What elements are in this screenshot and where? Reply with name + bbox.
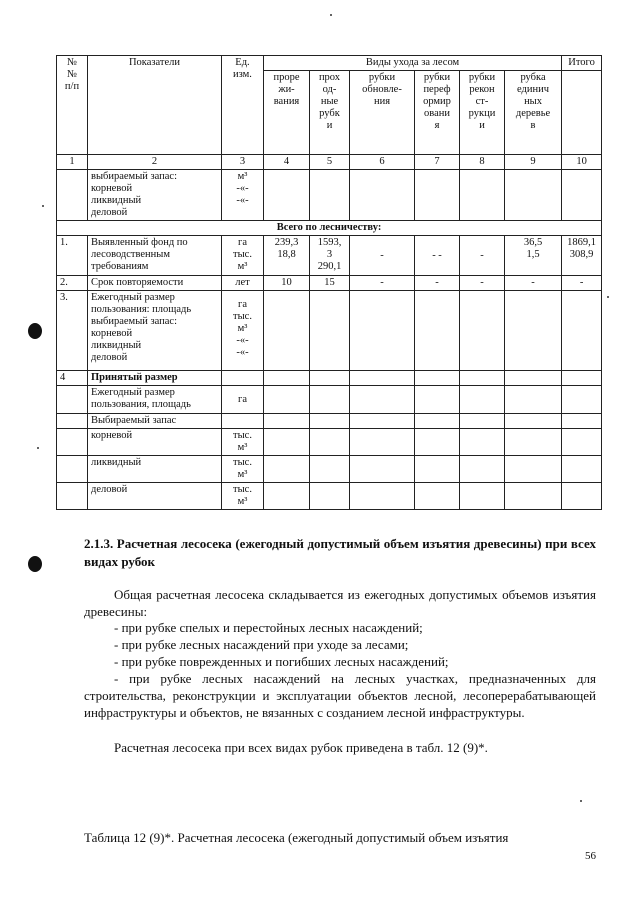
- colnum-2: 2: [88, 155, 222, 170]
- scan-speck: [37, 447, 39, 449]
- bullet-item: - при рубке лесных насаждений на лесных участках, предназначенных для строительства, реконструкции и эксплуатации объектов лесной, лесоперерабатывающей инфраструктуры и объектов, не вязанных с созданием лесной инфраструктуры.: [84, 671, 596, 720]
- row-label: ликвидный: [88, 456, 222, 483]
- colnum-3: 3: [222, 155, 264, 170]
- cell-c7: -: [415, 276, 460, 291]
- table-row: [57, 276, 602, 291]
- cell-c10: 1869,1 308,9: [562, 236, 602, 276]
- row-label: Принятый размер: [88, 371, 222, 386]
- row-unit: тыс. м³: [222, 483, 264, 510]
- punch-hole-mark: [28, 323, 42, 339]
- colnum-8: 8: [460, 155, 505, 170]
- table-row: [57, 291, 602, 371]
- cell-c5: 1593, 3 290,1: [310, 236, 350, 276]
- table-row: [57, 483, 602, 510]
- punch-hole-mark: [28, 556, 42, 572]
- table-row: [57, 236, 602, 276]
- table-row: [57, 456, 602, 483]
- section-row: [57, 221, 602, 236]
- row-label: Выбираемый запас: [88, 414, 222, 429]
- colnum-9: 9: [505, 155, 562, 170]
- cell-c6: -: [350, 236, 415, 276]
- row-unit: тыс. м³: [222, 456, 264, 483]
- cell-c7: - -: [415, 236, 460, 276]
- cell-c4: 239,3 18,8: [264, 236, 310, 276]
- row-label: Срок повторяемости: [88, 276, 222, 291]
- row-label: выбираемый запас: корневой ликвидный деловой: [88, 170, 222, 221]
- row-unit: м³ -«- -«-: [222, 170, 264, 221]
- cell-c9: -: [505, 276, 562, 291]
- table-row: [57, 414, 602, 429]
- row-num: 2.: [57, 276, 88, 291]
- forest-care-table: [56, 55, 602, 510]
- row-unit: тыс. м³: [222, 429, 264, 456]
- row-unit: га тыс. м³ -«- -«-: [222, 291, 264, 371]
- table-row: [57, 371, 602, 386]
- colnum-10: 10: [562, 155, 602, 170]
- row-unit: га тыс. м³: [222, 236, 264, 276]
- header-col-8: рубки рекон ст- рукци и: [460, 71, 505, 155]
- section-title-cell: Всего по лесничеству:: [57, 221, 602, 236]
- cell-c4: 10: [264, 276, 310, 291]
- column-number-row: [57, 155, 602, 170]
- scan-speck: [607, 296, 609, 298]
- header-col-4: проре жи- вания: [264, 71, 310, 155]
- row-label: корневой: [88, 429, 222, 456]
- cell-c8: -: [460, 276, 505, 291]
- cell-c10: -: [562, 276, 602, 291]
- header-indicators: Показатели: [88, 56, 222, 155]
- section-heading: 2.1.3. Расчетная лесосека (ежегодный допустимый объем изъятия древесины) при всех видах рубок: [84, 536, 596, 569]
- header-col-5: прох од- ные рубк и: [310, 71, 350, 155]
- cell-c5: 15: [310, 276, 350, 291]
- colnum-6: 6: [350, 155, 415, 170]
- row-label: деловой: [88, 483, 222, 510]
- row-label: Ежегодный размер пользования: площадь выбираемый запас: корневой ликвидный деловой: [88, 291, 222, 371]
- header-unit: Ед. изм.: [222, 56, 264, 155]
- table-row: [57, 170, 602, 221]
- paragraph-reference: Расчетная лесосека при всех видах рубок приведена в табл. 12 (9)*.: [114, 740, 488, 755]
- header-types-group: Виды ухода за лесом: [264, 56, 562, 71]
- header-total: Итого: [562, 56, 602, 71]
- row-num: 3.: [57, 291, 88, 371]
- scan-speck: [580, 800, 582, 802]
- colnum-7: 7: [415, 155, 460, 170]
- row-label: Выявленный фонд по лесоводственным требованиям: [88, 236, 222, 276]
- header-col-7: рубки переф ормир овани я: [415, 71, 460, 155]
- cell-c8: -: [460, 236, 505, 276]
- bullet-item: - при рубке лесных насаждений при уходе за лесами;: [114, 637, 409, 652]
- table-row: [57, 429, 602, 456]
- row-label: Ежегодный размер пользования, площадь: [88, 386, 222, 414]
- colnum-4: 4: [264, 155, 310, 170]
- page-number: 56: [585, 850, 596, 862]
- row-num: 1.: [57, 236, 88, 276]
- header-col-9: рубка единич ных деревье в: [505, 71, 562, 155]
- cell-c9: 36,5 1,5: [505, 236, 562, 276]
- row-unit: га: [222, 386, 264, 414]
- table-row: [57, 386, 602, 414]
- colnum-1: 1: [57, 155, 88, 170]
- paragraph-intro: Общая расчетная лесосека складывается из ежегодных допустимых объемов изъятия древесины:: [84, 587, 596, 619]
- header-num: № № п/п: [57, 56, 88, 155]
- table-caption: Таблица 12 (9)*. Расчетная лесосека (ежегодный допустимый объем изъятия: [84, 830, 509, 845]
- colnum-5: 5: [310, 155, 350, 170]
- bullet-item: - при рубке поврежденных и погибших лесных насаждений;: [114, 654, 449, 669]
- header-col-6: рубки обновле- ния: [350, 71, 415, 155]
- row-unit: лет: [222, 276, 264, 291]
- bullet-item: - при рубке спелых и перестойных лесных насаждений;: [114, 620, 423, 635]
- header-col-10: [562, 71, 602, 155]
- scan-speck: [42, 205, 44, 207]
- row-num: 4: [57, 371, 88, 386]
- cell-c6: -: [350, 276, 415, 291]
- header-row-group: [57, 56, 602, 71]
- scan-speck: [330, 14, 332, 16]
